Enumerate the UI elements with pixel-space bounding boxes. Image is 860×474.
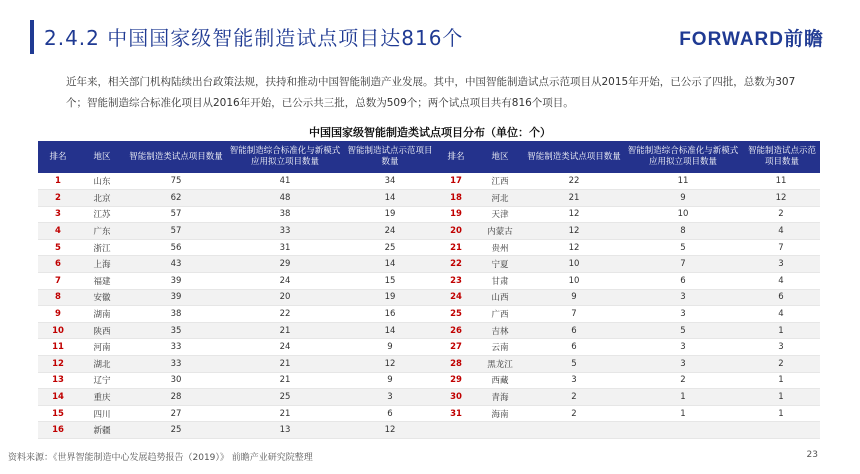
cell-demonstration: 4 (742, 273, 820, 290)
cell-total: 5 (524, 356, 624, 373)
cell-rank: 1 (38, 173, 78, 190)
cell-rank: 22 (436, 256, 476, 273)
table-title: 中国国家级智能制造类试点项目分布（单位：个） (309, 126, 551, 139)
cell-region: 江西 (476, 173, 524, 190)
header-rank: 排名 (38, 141, 78, 173)
cell-region: 湖北 (78, 356, 126, 373)
cell-demonstration: 14 (344, 190, 436, 207)
cell-total: 10 (524, 256, 624, 273)
cell-standardization: 2 (624, 372, 742, 389)
cell-standardization: 20 (226, 289, 344, 306)
cell-total: 35 (126, 322, 226, 339)
cell-rank: 11 (38, 339, 78, 356)
cell-demonstration: 6 (344, 405, 436, 422)
intro-paragraph: 近年来，相关部门机构陆续出台政策法规，扶持和推动中国智能制造产业发展。其中，中国智能制造试点示范项目从2015年开始，已公示了四批，总数为307个；智能制造综合标准化项目从2016年开始，已公示共三批，总数为509个；两个试点项目共有816个项目。 (66, 76, 796, 109)
cell-standardization: 29 (226, 256, 344, 273)
table-row (38, 206, 820, 223)
cell-standardization: 22 (226, 306, 344, 323)
cell-region: 福建 (78, 273, 126, 290)
cell-total: 33 (126, 356, 226, 373)
cell-region: 上海 (78, 256, 126, 273)
table-row (38, 405, 820, 422)
cell-total: 2 (524, 405, 624, 422)
table-row (38, 223, 820, 240)
empty-cell (436, 422, 476, 439)
cell-standardization: 21 (226, 372, 344, 389)
cell-rank: 3 (38, 206, 78, 223)
cell-demonstration: 1 (742, 322, 820, 339)
cell-rank: 7 (38, 273, 78, 290)
table-row (38, 372, 820, 389)
header-region: 地区 (78, 141, 126, 173)
cell-standardization: 24 (226, 273, 344, 290)
cell-total: 62 (126, 190, 226, 207)
header-row (38, 141, 820, 173)
table-row (38, 389, 820, 406)
cell-demonstration: 19 (344, 206, 436, 223)
cell-rank: 24 (436, 289, 476, 306)
cell-rank: 18 (436, 190, 476, 207)
cell-demonstration: 14 (344, 322, 436, 339)
cell-region: 黑龙江 (476, 356, 524, 373)
brand-logo: FORWARD前瞻 (679, 29, 824, 50)
table-row (38, 356, 820, 373)
cell-rank: 10 (38, 322, 78, 339)
cell-rank: 8 (38, 289, 78, 306)
cell-demonstration: 4 (742, 306, 820, 323)
cell-total: 75 (126, 173, 226, 190)
header-standardization: 智能制造综合标准化与新模式应用拟立项目数量 (624, 141, 742, 173)
cell-standardization: 13 (226, 422, 344, 439)
cell-standardization: 1 (624, 389, 742, 406)
cell-demonstration: 14 (344, 256, 436, 273)
cell-total: 25 (126, 422, 226, 439)
header-total: 智能制造类试点项目数量 (524, 141, 624, 173)
cell-demonstration: 12 (344, 422, 436, 439)
cell-region: 浙江 (78, 239, 126, 256)
cell-rank: 16 (38, 422, 78, 439)
cell-rank: 15 (38, 405, 78, 422)
table-row (38, 339, 820, 356)
cell-region: 贵州 (476, 239, 524, 256)
cell-region: 山西 (476, 289, 524, 306)
cell-region: 安徽 (78, 289, 126, 306)
header-standardization: 智能制造综合标准化与新模式应用拟立项目数量 (226, 141, 344, 173)
cell-total: 39 (126, 289, 226, 306)
cell-standardization: 1 (624, 405, 742, 422)
cell-rank: 28 (436, 356, 476, 373)
cell-region: 江苏 (78, 206, 126, 223)
page-number: 23 (806, 450, 818, 460)
cell-demonstration: 16 (344, 306, 436, 323)
cell-rank: 27 (436, 339, 476, 356)
cell-total: 38 (126, 306, 226, 323)
cell-region: 北京 (78, 190, 126, 207)
cell-demonstration: 3 (742, 339, 820, 356)
cell-standardization: 6 (624, 273, 742, 290)
cell-total: 12 (524, 223, 624, 240)
cell-total: 43 (126, 256, 226, 273)
cell-total: 22 (524, 173, 624, 190)
cell-total: 27 (126, 405, 226, 422)
table-row (38, 239, 820, 256)
cell-total: 57 (126, 223, 226, 240)
cell-rank: 4 (38, 223, 78, 240)
cell-rank: 29 (436, 372, 476, 389)
cell-region: 河北 (476, 190, 524, 207)
cell-demonstration: 9 (344, 372, 436, 389)
cell-demonstration: 1 (742, 372, 820, 389)
cell-standardization: 38 (226, 206, 344, 223)
cell-region: 四川 (78, 405, 126, 422)
header-demonstration: 智能制造试点示范项目数量 (742, 141, 820, 173)
cell-rank: 21 (436, 239, 476, 256)
cell-demonstration: 1 (742, 405, 820, 422)
table-row (38, 422, 820, 439)
pilot-projects-table (38, 141, 820, 439)
cell-region: 青海 (476, 389, 524, 406)
empty-cell (524, 422, 624, 439)
header-demonstration: 智能制造试点示范项目数量 (344, 141, 436, 173)
cell-region: 山东 (78, 173, 126, 190)
cell-standardization: 33 (226, 223, 344, 240)
cell-total: 33 (126, 339, 226, 356)
cell-total: 9 (524, 289, 624, 306)
cell-rank: 5 (38, 239, 78, 256)
empty-cell (742, 422, 820, 439)
cell-standardization: 7 (624, 256, 742, 273)
cell-demonstration: 19 (344, 289, 436, 306)
cell-region: 西藏 (476, 372, 524, 389)
cell-rank: 17 (436, 173, 476, 190)
cell-standardization: 11 (624, 173, 742, 190)
cell-region: 吉林 (476, 322, 524, 339)
cell-region: 湖南 (78, 306, 126, 323)
cell-standardization: 3 (624, 356, 742, 373)
cell-region: 重庆 (78, 389, 126, 406)
cell-standardization: 3 (624, 289, 742, 306)
cell-total: 56 (126, 239, 226, 256)
cell-standardization: 21 (226, 356, 344, 373)
cell-demonstration: 9 (344, 339, 436, 356)
cell-region: 内蒙古 (476, 223, 524, 240)
cell-region: 辽宁 (78, 372, 126, 389)
table-row (38, 256, 820, 273)
table-body (38, 173, 820, 439)
cell-region: 海南 (476, 405, 524, 422)
cell-standardization: 5 (624, 239, 742, 256)
cell-standardization: 3 (624, 306, 742, 323)
cell-rank: 2 (38, 190, 78, 207)
table-row (38, 306, 820, 323)
cell-total: 30 (126, 372, 226, 389)
cell-rank: 9 (38, 306, 78, 323)
cell-standardization: 10 (624, 206, 742, 223)
cell-standardization: 48 (226, 190, 344, 207)
cell-total: 39 (126, 273, 226, 290)
cell-demonstration: 7 (742, 239, 820, 256)
cell-total: 10 (524, 273, 624, 290)
cell-region: 新疆 (78, 422, 126, 439)
cell-standardization: 5 (624, 322, 742, 339)
cell-demonstration: 25 (344, 239, 436, 256)
cell-total: 12 (524, 239, 624, 256)
table-row (38, 190, 820, 207)
cell-demonstration: 34 (344, 173, 436, 190)
cell-total: 57 (126, 206, 226, 223)
cell-demonstration: 3 (344, 389, 436, 406)
cell-region: 甘肃 (476, 273, 524, 290)
cell-total: 7 (524, 306, 624, 323)
cell-region: 云南 (476, 339, 524, 356)
cell-rank: 12 (38, 356, 78, 373)
cell-standardization: 41 (226, 173, 344, 190)
cell-demonstration: 2 (742, 356, 820, 373)
cell-rank: 6 (38, 256, 78, 273)
table-row (38, 273, 820, 290)
cell-standardization: 8 (624, 223, 742, 240)
cell-standardization: 21 (226, 405, 344, 422)
cell-rank: 31 (436, 405, 476, 422)
cell-demonstration: 12 (742, 190, 820, 207)
cell-demonstration: 12 (344, 356, 436, 373)
cell-total: 21 (524, 190, 624, 207)
cell-total: 6 (524, 322, 624, 339)
cell-rank: 14 (38, 389, 78, 406)
title-accent-bar (30, 20, 34, 54)
cell-region: 河南 (78, 339, 126, 356)
cell-total: 12 (524, 206, 624, 223)
cell-total: 2 (524, 389, 624, 406)
cell-region: 广西 (476, 306, 524, 323)
cell-demonstration: 24 (344, 223, 436, 240)
cell-demonstration: 1 (742, 389, 820, 406)
header-total: 智能制造类试点项目数量 (126, 141, 226, 173)
cell-rank: 25 (436, 306, 476, 323)
cell-rank: 13 (38, 372, 78, 389)
table-row (38, 322, 820, 339)
cell-total: 28 (126, 389, 226, 406)
cell-total: 6 (524, 339, 624, 356)
cell-demonstration: 6 (742, 289, 820, 306)
cell-demonstration: 2 (742, 206, 820, 223)
cell-total: 3 (524, 372, 624, 389)
cell-rank: 26 (436, 322, 476, 339)
table-row (38, 289, 820, 306)
cell-demonstration: 15 (344, 273, 436, 290)
cell-rank: 23 (436, 273, 476, 290)
table-row (38, 173, 820, 190)
cell-region: 天津 (476, 206, 524, 223)
cell-standardization: 9 (624, 190, 742, 207)
header-rank: 排名 (436, 141, 476, 173)
cell-rank: 20 (436, 223, 476, 240)
cell-region: 陕西 (78, 322, 126, 339)
source-note: 资料来源：《世界智能制造中心发展趋势报告（2019）》 前瞻产业研究院整理 (8, 453, 313, 463)
page-title: 2.4.2 中国国家级智能制造试点项目达816个 (44, 26, 464, 50)
cell-standardization: 25 (226, 389, 344, 406)
cell-standardization: 24 (226, 339, 344, 356)
empty-cell (476, 422, 524, 439)
cell-standardization: 21 (226, 322, 344, 339)
cell-demonstration: 3 (742, 256, 820, 273)
empty-cell (624, 422, 742, 439)
cell-demonstration: 11 (742, 173, 820, 190)
cell-region: 广东 (78, 223, 126, 240)
header-region: 地区 (476, 141, 524, 173)
cell-rank: 19 (436, 206, 476, 223)
cell-standardization: 3 (624, 339, 742, 356)
cell-region: 宁夏 (476, 256, 524, 273)
table-header (38, 141, 820, 173)
cell-standardization: 31 (226, 239, 344, 256)
cell-demonstration: 4 (742, 223, 820, 240)
cell-rank: 30 (436, 389, 476, 406)
